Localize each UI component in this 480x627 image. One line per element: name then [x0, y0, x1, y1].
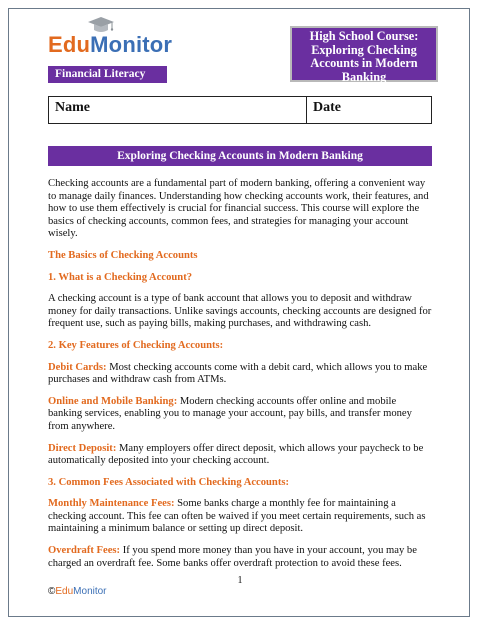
monthly-fees-text: Some banks charge a monthly fee for maintaining a checking account. This fee can often be waived if you meet certain requirements, such as maintaining a minimum balance or setting up direct deposit. [48, 498, 426, 535]
direct-deposit-text: Many employers offer direct deposit, which allows your paycheck to be automatically deposited into your checking account. [48, 442, 424, 467]
overdraft-fees-text: If you spend more money than you have in your account, you may be charged an overdraft fee. Some banks offer overdraft protection to avoid these fees. [48, 545, 417, 569]
name-date-box [48, 96, 432, 124]
copyright-symbol: © [48, 586, 56, 597]
monthly-fees-label: Monthly Maintenance Fees: [48, 498, 175, 510]
footer-monitor-text: Monitor [73, 586, 107, 597]
section-3-heading: 3. Common Fees Associated with Checking Accounts: [48, 476, 290, 488]
logo-edu-text: Edu [48, 32, 91, 57]
logo-monitor-text: Monitor [90, 32, 173, 57]
footer-edu-text: Edu [55, 586, 74, 597]
monthly-fees-paragraph [48, 498, 432, 536]
overdraft-fees-label: Overdraft Fees: [48, 545, 121, 557]
intro-paragraph: Checking accounts are a fundamental part of modern banking, offering a convenient way to manage daily finances. Understanding how checking accounts work, their features, and how to use them effectively is crucial for financial success. This course will explore the basics of checking accounts, common fees, and strategies for managing your account wisely. [48, 178, 429, 240]
online-banking-label: Online and Mobile Banking: [48, 395, 178, 407]
online-banking-paragraph [48, 396, 432, 434]
name-label: Name [55, 100, 90, 115]
debit-cards-text: Most checking accounts come with a debit card, which allows you to make purchases and withdraw cash from ATMs. [48, 361, 428, 386]
online-banking-text: Modern checking accounts offer online and mobile banking services, enabling you to manage your account, pay bills, and transfer money from anywhere. [48, 395, 412, 432]
title-banner: Exploring Checking Accounts in Modern Banking [48, 146, 432, 166]
article-content [48, 178, 432, 579]
subject-tag: Financial Literacy [48, 66, 167, 83]
direct-deposit-paragraph [48, 443, 432, 468]
section-2-heading: 2. Key Features of Checking Accounts: [48, 339, 224, 351]
page-number: 1 [237, 575, 243, 586]
footer-brand [48, 586, 107, 597]
date-label: Date [313, 100, 341, 115]
name-date-divider [306, 97, 307, 123]
course-title-box: High School Course: Exploring Checking Accounts in Modern Banking [290, 26, 438, 82]
section-1-heading: 1. What is a Checking Account? [48, 271, 193, 283]
debit-cards-paragraph [48, 362, 432, 387]
basics-heading: The Basics of Checking Accounts [48, 249, 198, 261]
debit-cards-label: Debit Cards: [48, 361, 107, 373]
overdraft-fees-paragraph [48, 545, 432, 570]
direct-deposit-label: Direct Deposit: [48, 442, 117, 454]
edumonitor-logo [48, 16, 188, 60]
section-1-paragraph: A checking account is a type of bank account that allows you to deposit and withdraw money for daily transactions. Unlike savings accounts, checking accounts are designed for frequent use, such as paying bills, making purchases, and withdrawing cash. [48, 293, 432, 330]
